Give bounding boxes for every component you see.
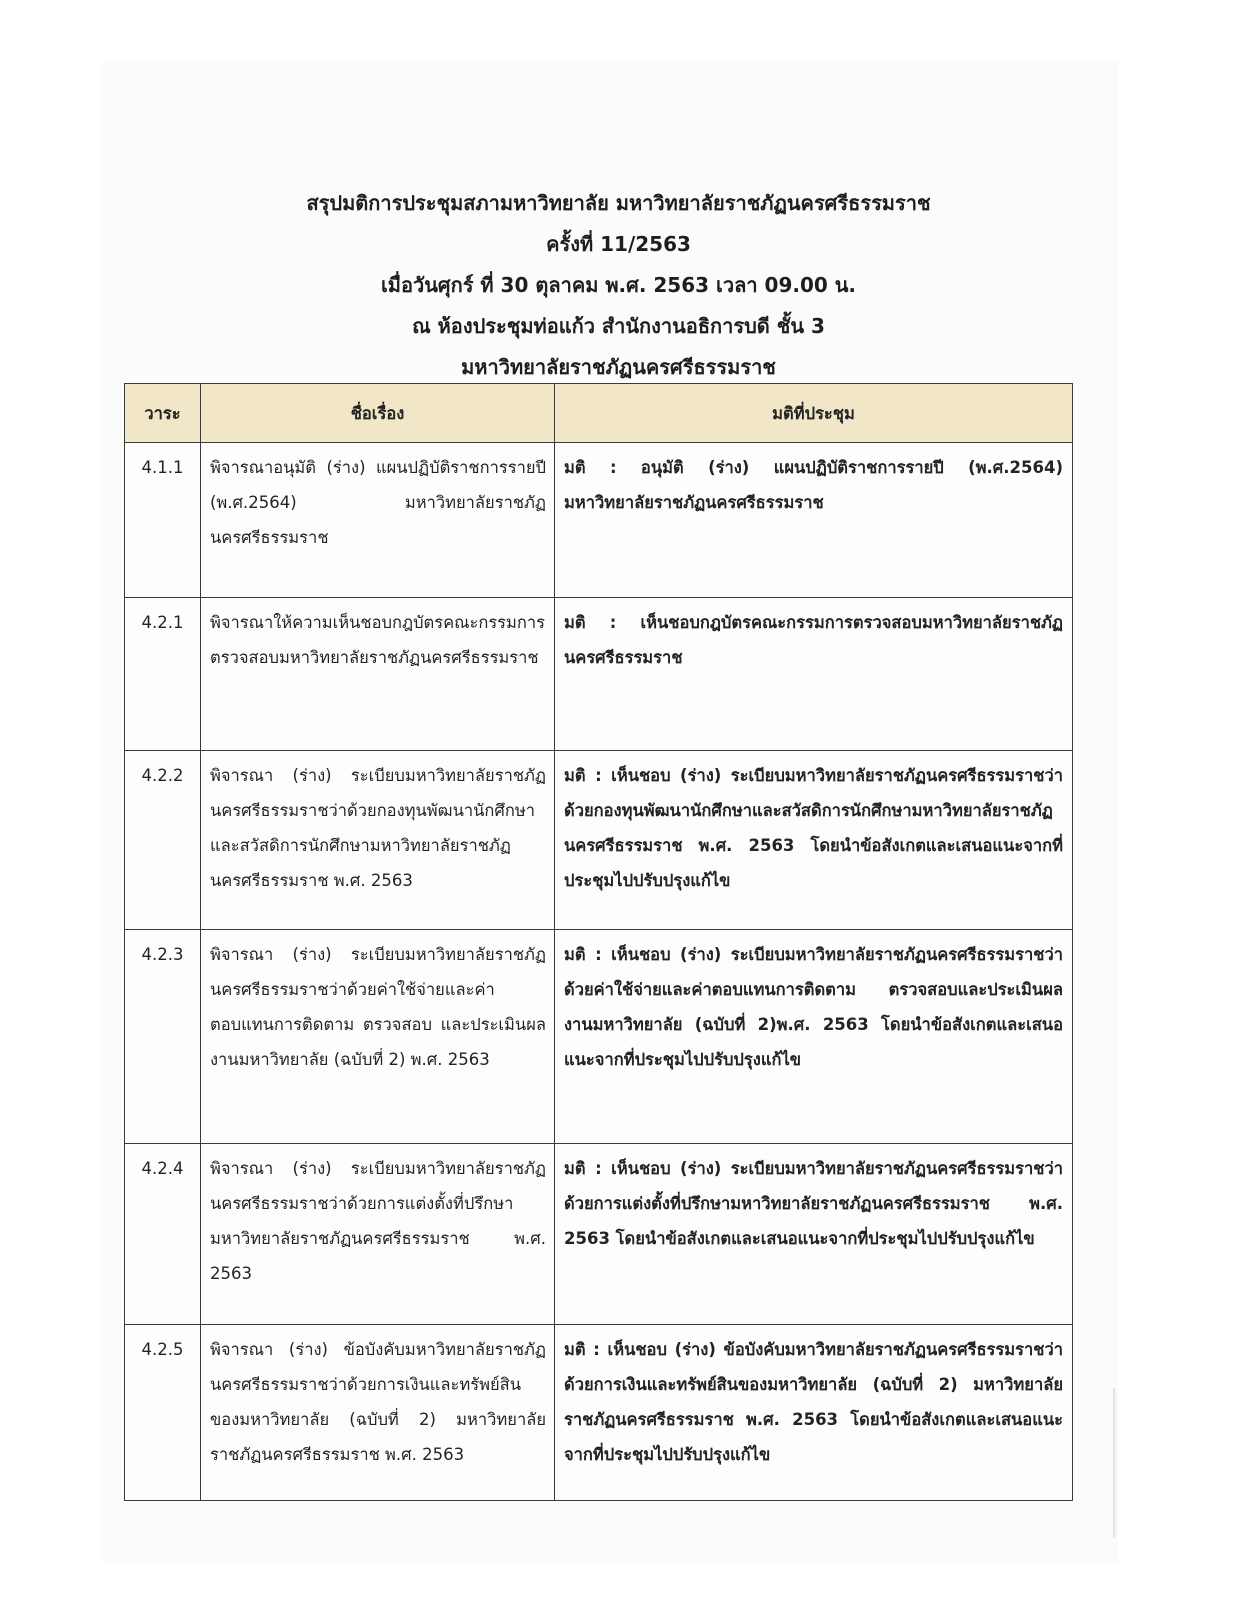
table-row bbox=[125, 1325, 1073, 1501]
resolution-cell: มติ : อนุมัติ (ร่าง) แผนปฏิบัติราชการรายปี (พ.ศ.2564) มหาวิทยาลัยราชภัฏนครศรีธรรมราช bbox=[555, 443, 1073, 598]
agenda-cell: 4.2.3 bbox=[125, 930, 201, 1144]
subject-cell: พิจารณา (ร่าง) ระเบียบมหาวิทยาลัยราชภัฏนครศรีธรรมราชว่าด้วยการแต่งตั้งที่ปรึกษามหาวิทยาลัยราชภัฏนครศรีธรรมราช พ.ศ. 2563 bbox=[201, 1144, 555, 1325]
resolution-cell: มติ : เห็นชอบ (ร่าง) ระเบียบมหาวิทยาลัยราชภัฏนครศรีธรรมราชว่าด้วยกองทุนพัฒนานักศึกษาและสวัสดิการนักศึกษามหาวิทยาลัยราชภัฏนครศรีธรรมราช พ.ศ. 2563 โดยนำข้อสังเกตและเสนอแนะจากที่ประชุมไปปรับปรุงแก้ไข bbox=[555, 751, 1073, 930]
table-header-row bbox=[125, 384, 1073, 443]
meeting-number: ครั้งที่ 11/2563 bbox=[546, 232, 691, 256]
document-title: สรุปมติการประชุมสภามหาวิทยาลัย มหาวิทยาลัยราชภัฏนครศรีธรรมราช bbox=[306, 191, 931, 215]
meeting-date: เมื่อวันศุกร์ ที่ 30 ตุลาคม พ.ศ. 2563 เวลา 09.00 น. bbox=[380, 273, 857, 297]
table-row bbox=[125, 443, 1073, 598]
resolution-cell: มติ : เห็นชอบ (ร่าง) ระเบียบมหาวิทยาลัยราชภัฏนครศรีธรรมราชว่าด้วยการแต่งตั้งที่ปรึกษามหาวิทยาลัยราชภัฏนครศรีธรรมราช พ.ศ. 2563 โดยนำข้อสังเกตและเสนอแนะจากที่ประชุมไปปรับปรุงแก้ไข bbox=[555, 1144, 1073, 1325]
resolution-cell: มติ : เห็นชอบ (ร่าง) ข้อบังคับมหาวิทยาลัยราชภัฏนครศรีธรรมราชว่าด้วยการเงินและทรัพย์สินของมหาวิทยาลัย (ฉบับที่ 2) มหาวิทยาลัยราชภัฏนครศรีธรรมราช พ.ศ. 2563 โดยนำข้อสังเกตและเสนอแนะจากที่ประชุมไปปรับปรุงแก้ไข bbox=[555, 1325, 1073, 1501]
subject-cell: พิจารณาอนุมัติ (ร่าง) แผนปฏิบัติราชการรายปี (พ.ศ.2564) มหาวิทยาลัยราชภัฏนครศรีธรรมราช bbox=[201, 443, 555, 598]
resolution-cell: มติ : เห็นชอบกฎบัตรคณะกรรมการตรวจสอบมหาวิทยาลัยราชภัฏนครศรีธรรมราช bbox=[555, 598, 1073, 751]
table-row bbox=[125, 930, 1073, 1144]
resolution-cell: มติ : เห็นชอบ (ร่าง) ระเบียบมหาวิทยาลัยราชภัฏนครศรีธรรมราชว่าด้วยค่าใช้จ่ายและค่าตอบแทนการติดตาม ตรวจสอบและประเมินผลงานมหาวิทยาลัย (ฉบับที่ 2)พ.ศ. 2563 โดยนำข้อสังเกตและเสนอแนะจากที่ประชุมไปปรับปรุงแก้ไข bbox=[555, 930, 1073, 1144]
header-agenda: วาระ bbox=[125, 384, 201, 443]
subject-cell: พิจารณาให้ความเห็นชอบกฎบัตรคณะกรรมการตรวจสอบมหาวิทยาลัยราชภัฏนครศรีธรรมราช bbox=[201, 598, 555, 751]
resolutions-table bbox=[124, 383, 1073, 1501]
meeting-venue: ณ ห้องประชุมท่อแก้ว สำนักงานอธิการบดี ชั้น 3 bbox=[412, 314, 825, 338]
table-row bbox=[125, 751, 1073, 930]
agenda-cell: 4.2.1 bbox=[125, 598, 201, 751]
agenda-cell: 4.2.2 bbox=[125, 751, 201, 930]
subject-cell: พิจารณา (ร่าง) ระเบียบมหาวิทยาลัยราชภัฏนครศรีธรรมราชว่าด้วยกองทุนพัฒนานักศึกษาและสวัสดิการนักศึกษามหาวิทยาลัยราชภัฏนครศรีธรรมราช พ.ศ. 2563 bbox=[201, 751, 555, 930]
header-subject: ชื่อเรื่อง bbox=[201, 384, 555, 443]
agenda-cell: 4.2.4 bbox=[125, 1144, 201, 1325]
agenda-cell: 4.2.5 bbox=[125, 1325, 201, 1501]
page-edge-shadow bbox=[1113, 1388, 1116, 1538]
table-row bbox=[125, 1144, 1073, 1325]
subject-cell: พิจารณา (ร่าง) ข้อบังคับมหาวิทยาลัยราชภัฏนครศรีธรรมราชว่าด้วยการเงินและทรัพย์สินของมหาวิทยาลัย (ฉบับที่ 2) มหาวิทยาลัยราชภัฏนครศรีธรรมราช พ.ศ. 2563 bbox=[201, 1325, 555, 1501]
document-header bbox=[0, 183, 1237, 388]
resolutions-table-container bbox=[124, 383, 1072, 1501]
agenda-cell: 4.1.1 bbox=[125, 443, 201, 598]
table-row bbox=[125, 598, 1073, 751]
header-resolution: มติที่ประชุม bbox=[555, 384, 1073, 443]
university-name: มหาวิทยาลัยราชภัฏนครศรีธรรมราช bbox=[461, 355, 776, 379]
subject-cell: พิจารณา (ร่าง) ระเบียบมหาวิทยาลัยราชภัฏนครศรีธรรมราชว่าด้วยค่าใช้จ่ายและค่าตอบแทนการติดตาม ตรวจสอบ และประเมินผลงานมหาวิทยาลัย (ฉบับที่ 2) พ.ศ. 2563 bbox=[201, 930, 555, 1144]
